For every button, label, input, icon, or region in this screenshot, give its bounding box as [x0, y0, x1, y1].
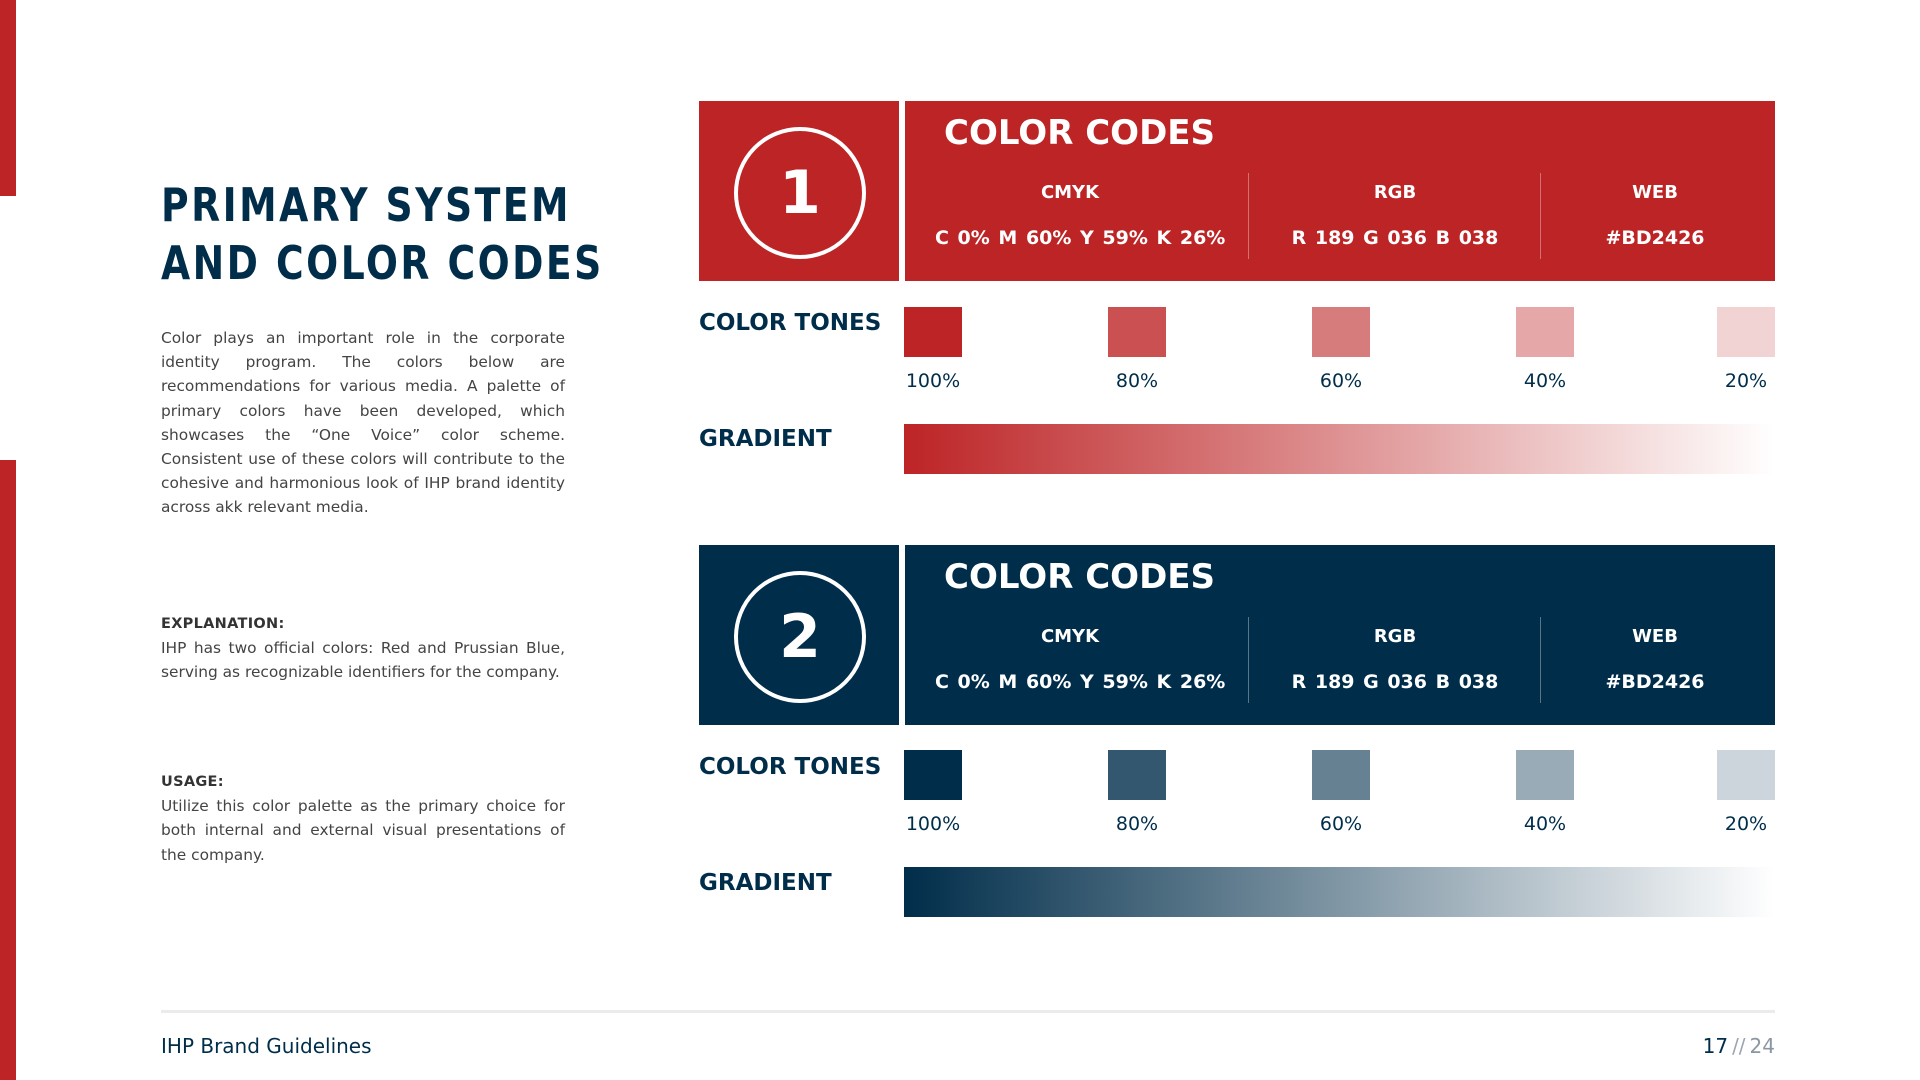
palette-2-tone-label: 20%: [1724, 813, 1768, 835]
footer-brand: IHP Brand Guidelines: [161, 1034, 372, 1058]
palette-2-gradient-label: GRADIENT: [699, 870, 832, 896]
page-separator: //: [1732, 1034, 1746, 1058]
palette-1-rgb: [1265, 167, 1525, 253]
explanation-text: IHP has two official colors: Red and Prussian Blue, serving as recognizable identifiers for the company.: [161, 639, 565, 682]
palette-2-gradient: [904, 867, 1775, 917]
palette-2-swatch-80: [1108, 750, 1166, 800]
usage-label: USAGE:: [161, 774, 224, 790]
web-value: #BD2426: [1605, 671, 1705, 693]
palette-2-web: [1555, 611, 1755, 697]
palette-2-swatch-100: [904, 750, 962, 800]
usage-section: [161, 770, 565, 867]
palette-2-tone-label: 60%: [1319, 813, 1363, 835]
cmyk-label: CMYK: [1040, 626, 1100, 647]
palette-1-swatch-80: [1108, 307, 1166, 357]
page-indicator: [1703, 1034, 1775, 1058]
palette-1-heading: COLOR CODES: [944, 113, 1216, 153]
palette-2-number-box: [699, 545, 899, 725]
palette-2-rgb: [1265, 611, 1525, 697]
page-title: PRIMARY SYSTEM AND COLOR CODES: [161, 178, 604, 290]
palette-1-gradient: [904, 424, 1775, 474]
palette-1-swatch-20: [1717, 307, 1775, 357]
rgb-value: R 189 G 036 B 038: [1291, 227, 1499, 249]
palette-2-heading: COLOR CODES: [944, 557, 1216, 597]
usage-text: Utilize this color palette as the primary choice for both internal and external visual presentations of the company.: [161, 797, 565, 864]
palette-1-cmyk: [935, 167, 1226, 253]
palette-2-tone-label: 40%: [1523, 813, 1567, 835]
palette-2-cmyk: [935, 611, 1226, 697]
palette-2-swatch-60: [1312, 750, 1370, 800]
palette-1-tone-label: 20%: [1724, 370, 1768, 392]
current-page: 17: [1702, 1034, 1729, 1058]
palette-1-tones-label: COLOR TONES: [699, 310, 882, 336]
left-edge-bar-bottom: [0, 460, 16, 1080]
palette-2-number: 2: [734, 571, 866, 703]
palette-1-codes: [905, 101, 1775, 281]
cmyk-value: C 0% M 60% Y 59% K 26%: [935, 671, 1226, 693]
explanation-label: EXPLANATION:: [161, 616, 285, 632]
palette-2-header: [699, 545, 1775, 725]
divider: [1540, 173, 1541, 259]
palette-1-swatch-60: [1312, 307, 1370, 357]
divider: [1248, 617, 1249, 703]
palette-1-tone-label: 40%: [1523, 370, 1567, 392]
rgb-value: R 189 G 036 B 038: [1291, 671, 1499, 693]
explanation-section: [161, 612, 565, 685]
intro-paragraph: Color plays an important role in the corporate identity program. The colors below are recommendations for various media. A palette of primary colors have been developed, which showcases the “One Voice” color scheme. Consistent use of these colors will contribute to the cohesive and harmonious look of IHP brand identity across akk relevant media.: [161, 329, 565, 517]
palette-1-number: 1: [734, 127, 866, 259]
palette-1-tone-label: 100%: [905, 370, 961, 392]
palette-1-tone-label: 60%: [1319, 370, 1363, 392]
palette-2-tone-label: 100%: [905, 813, 961, 835]
palette-1-gradient-label: GRADIENT: [699, 426, 832, 452]
footer-divider: [161, 1010, 1775, 1013]
palette-1-swatch-40: [1516, 307, 1574, 357]
palette-2-tone-label: 80%: [1115, 813, 1159, 835]
palette-2-swatch-40: [1516, 750, 1574, 800]
divider: [1248, 173, 1249, 259]
web-label: WEB: [1632, 626, 1678, 647]
cmyk-label: CMYK: [1040, 182, 1100, 203]
palette-1-tone-label: 80%: [1115, 370, 1159, 392]
palette-2-codes: [905, 545, 1775, 725]
palette-2-swatch-20: [1717, 750, 1775, 800]
rgb-label: RGB: [1373, 626, 1417, 647]
palette-1-number-box: [699, 101, 899, 281]
web-value: #BD2426: [1605, 227, 1705, 249]
rgb-label: RGB: [1373, 182, 1417, 203]
web-label: WEB: [1632, 182, 1678, 203]
palette-1-header: [699, 101, 1775, 281]
left-edge-bar-top: [0, 0, 16, 196]
palette-2-tones-label: COLOR TONES: [699, 754, 882, 780]
cmyk-value: C 0% M 60% Y 59% K 26%: [935, 227, 1226, 249]
divider: [1540, 617, 1541, 703]
total-pages: 24: [1749, 1034, 1775, 1058]
palette-1-swatch-100: [904, 307, 962, 357]
palette-1-web: [1555, 167, 1755, 253]
